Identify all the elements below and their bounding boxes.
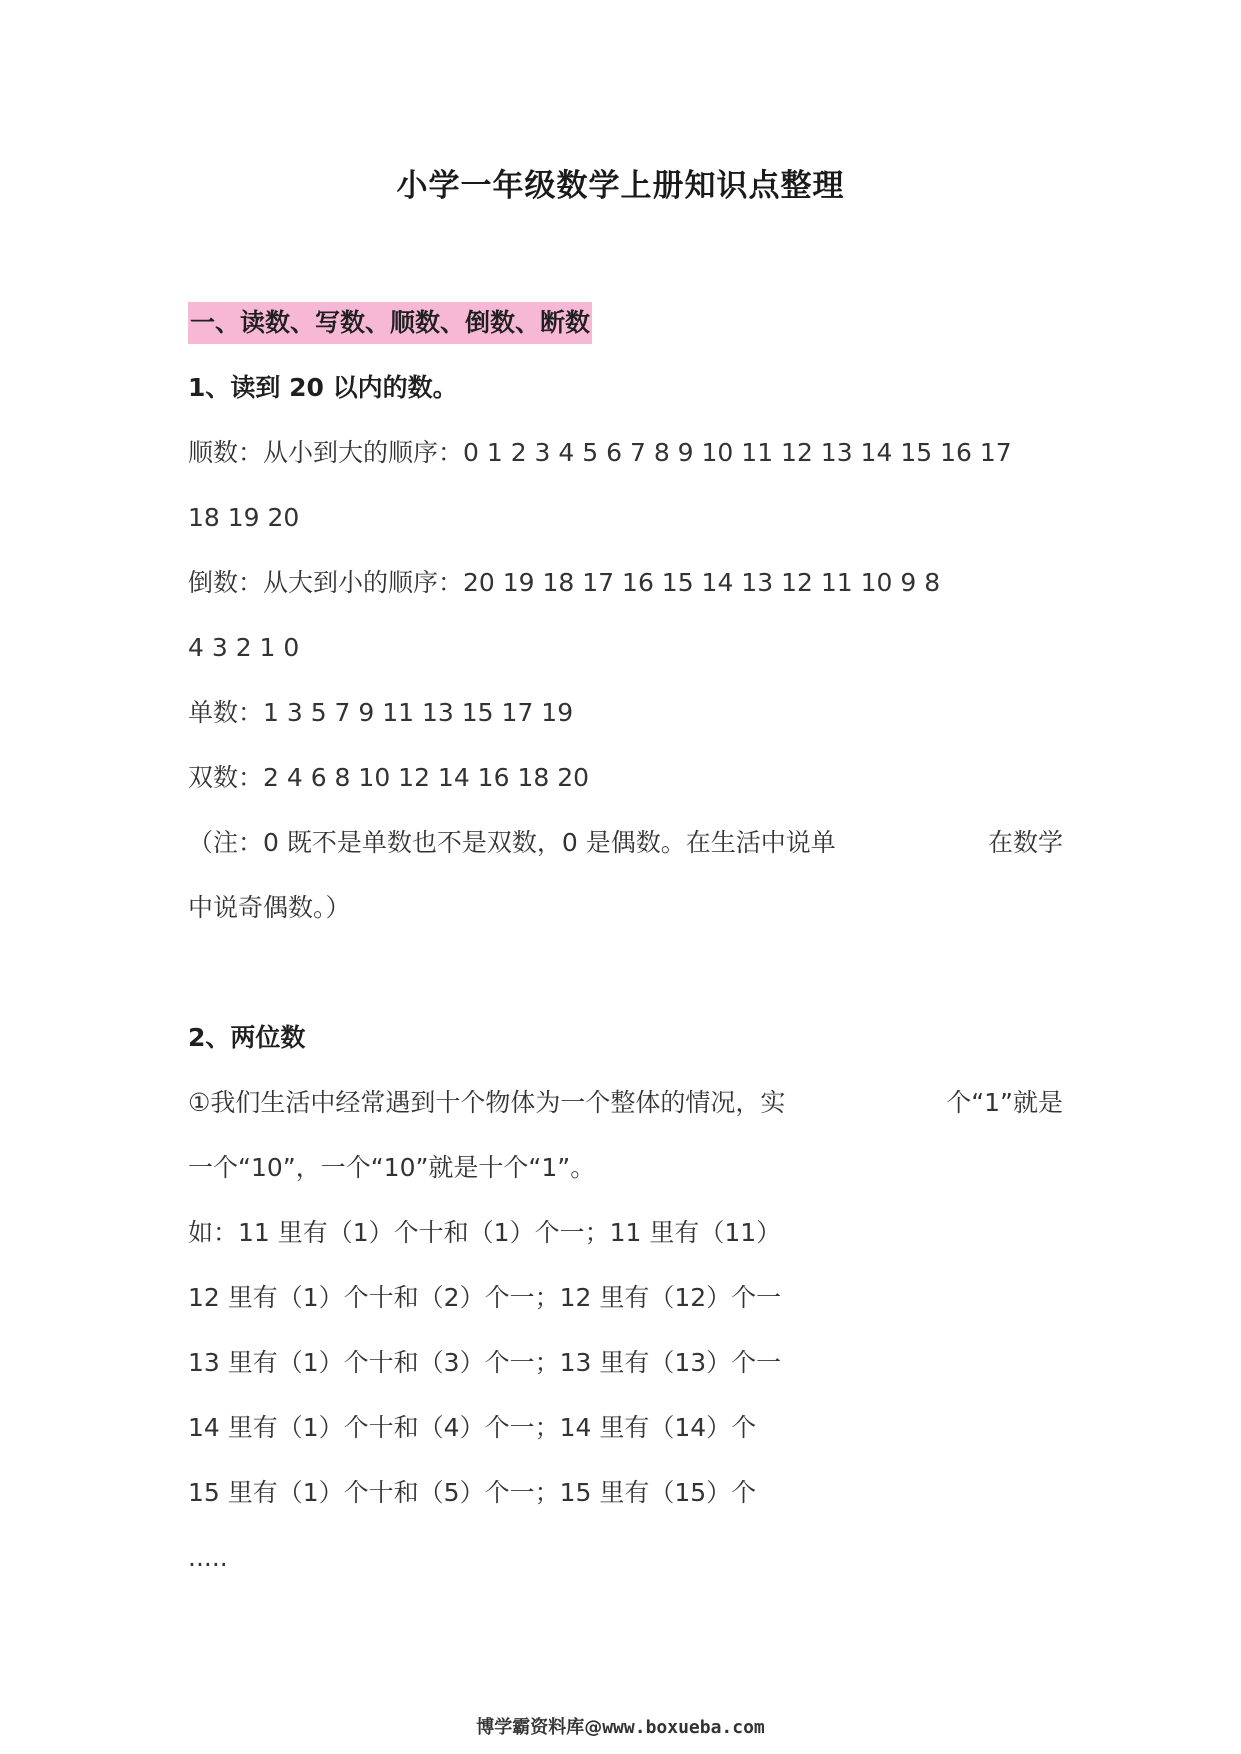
footer-url: www.boxueba.com (602, 1717, 765, 1738)
descending-order-line-1: 倒数：从大到小的顺序：20 19 18 17 16 15 14 13 12 11 10 9 8 (188, 568, 941, 597)
example-line: 15 里有（1）个十和（5）个一；15 里有（15）个 (188, 1478, 757, 1507)
subsection-heading-1: 1、读到 20 以内的数。 (188, 373, 458, 402)
footer-watermark (0, 1713, 1241, 1739)
section-heading-highlighted: 一、读数、写数、顺数、倒数、断数 (188, 302, 592, 344)
odd-numbers-line: 单数：1 3 5 7 9 11 13 15 17 19 (188, 698, 574, 727)
example-line: 如：11 里有（1）个十和（1）个一；11 里有（11） (188, 1218, 782, 1247)
document-body (188, 290, 1063, 1590)
paragraph-line-1-left: ①我们生活中经常遇到十个物体为一个整体的情况，实 (188, 1088, 786, 1117)
descending-order-line-2: 4 3 2 1 0 (188, 633, 300, 662)
paragraph-line-2: 一个“10”，一个“10”就是十个“1”。 (188, 1153, 596, 1182)
paragraph-line-1 (188, 1070, 1063, 1135)
note-line-2: 中说奇偶数。） (188, 893, 351, 922)
note-line-1-left: （注：0 既不是单数也不是双数，0 是偶数。在生活中说单 (188, 828, 836, 857)
example-line: 14 里有（1）个十和（4）个一；14 里有（14）个 (188, 1413, 757, 1442)
ascending-order-line-1: 顺数：从小到大的顺序：0 1 2 3 4 5 6 7 8 9 10 11 12 13 14 15 16 17 (188, 438, 1012, 467)
subsection-heading-2: 2、两位数 (188, 1023, 306, 1052)
section-heading-row (188, 290, 1063, 355)
note-line-1-right: 在数学 (987, 828, 1063, 857)
ellipsis-line: ..... (188, 1543, 228, 1572)
ascending-order-line-2: 18 19 20 (188, 503, 300, 532)
note-line-1 (188, 810, 1063, 875)
even-numbers-line: 双数：2 4 6 8 10 12 14 16 18 20 (188, 763, 590, 792)
spacer (188, 940, 1063, 1005)
page-title: 小学一年级数学上册知识点整理 (396, 168, 845, 204)
example-line: 12 里有（1）个十和（2）个一；12 里有（12）个一 (188, 1283, 782, 1312)
footer-text: 博学霸资料库@ (476, 1717, 603, 1738)
example-line: 13 里有（1）个十和（3）个一；13 里有（13）个一 (188, 1348, 782, 1377)
paragraph-line-1-right: 个“1”就是 (946, 1088, 1063, 1117)
